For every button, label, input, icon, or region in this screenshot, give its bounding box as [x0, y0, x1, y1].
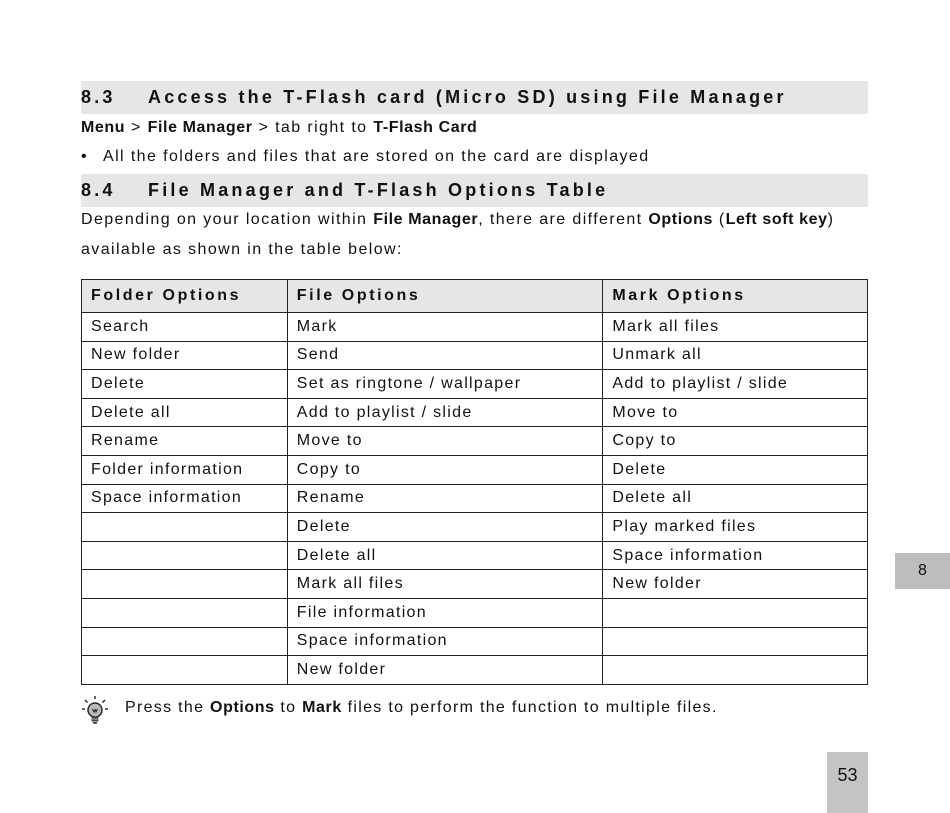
page-number: 53	[827, 752, 868, 813]
table-cell: New folder	[603, 570, 868, 599]
tip-options: Options	[210, 699, 275, 716]
table-cell	[603, 598, 868, 627]
header-folder-options: Folder Options	[82, 280, 288, 313]
table-cell: Copy to	[287, 455, 603, 484]
options-table	[81, 279, 868, 685]
header-mark-options: Mark Options	[603, 280, 868, 313]
table-cell: New folder	[287, 656, 603, 685]
table-cell	[603, 627, 868, 656]
table-cell: Space information	[82, 484, 288, 513]
table-cell: Delete all	[603, 484, 868, 513]
table-row	[82, 656, 868, 685]
menu-path-file-manager: File Manager	[147, 119, 253, 136]
section-heading-8-4	[81, 174, 868, 207]
chapter-tab: 8	[895, 553, 950, 589]
description-left-soft-key: Left soft key	[725, 211, 828, 228]
table-cell: Space information	[603, 541, 868, 570]
lightbulb-icon	[81, 695, 109, 725]
description-text: Depending on your location within	[81, 211, 374, 228]
table-cell: Add to playlist / slide	[603, 370, 868, 399]
table-cell	[603, 656, 868, 685]
section-title: Access the T-Flash card (Micro SD) using File Manager	[148, 87, 787, 107]
section-number: 8.4	[81, 180, 116, 200]
table-cell: Mark	[287, 313, 603, 342]
table-row	[82, 570, 868, 599]
description-line-1	[81, 211, 834, 229]
table-cell: File information	[287, 598, 603, 627]
section-number: 8.3	[81, 87, 116, 107]
section-heading-8-3	[81, 81, 868, 114]
description-options: Options	[648, 211, 714, 228]
table-cell: Mark all files	[287, 570, 603, 599]
description-paren: (	[713, 211, 726, 228]
table-cell: New folder	[82, 341, 288, 370]
header-file-options: File Options	[287, 280, 603, 313]
table-cell	[82, 570, 288, 599]
table-cell	[82, 513, 288, 542]
bullet-symbol: •	[81, 148, 89, 165]
table-row	[82, 370, 868, 399]
table-cell: Delete all	[82, 398, 288, 427]
description-text: , there are different	[478, 211, 649, 228]
table-cell: Space information	[287, 627, 603, 656]
table-row	[82, 455, 868, 484]
table-row	[82, 484, 868, 513]
table-cell: Delete	[603, 455, 868, 484]
table-cell: Rename	[82, 427, 288, 456]
table-cell: Mark all files	[603, 313, 868, 342]
menu-path	[81, 119, 477, 137]
table-cell: Move to	[287, 427, 603, 456]
menu-path-menu: Menu	[81, 119, 126, 136]
table-cell	[82, 598, 288, 627]
table-row	[82, 513, 868, 542]
table-cell: Play marked files	[603, 513, 868, 542]
menu-path-instruction: > tab right to	[252, 119, 374, 136]
tip-text-part: Press the	[125, 699, 211, 716]
table-cell: Rename	[287, 484, 603, 513]
menu-path-separator: >	[125, 119, 148, 136]
table-cell: Delete	[82, 370, 288, 399]
table-cell: Add to playlist / slide	[287, 398, 603, 427]
table-row	[82, 313, 868, 342]
table-header-row	[82, 280, 868, 313]
table-cell: Folder information	[82, 455, 288, 484]
table-row	[82, 598, 868, 627]
table-cell: Delete	[287, 513, 603, 542]
table-cell: Unmark all	[603, 341, 868, 370]
bullet-item	[81, 148, 650, 166]
tip-text-part: files to perform the function to multiple files.	[341, 699, 718, 716]
tip-mark: Mark	[302, 699, 342, 716]
table-row	[82, 427, 868, 456]
table-cell: Copy to	[603, 427, 868, 456]
section-title: File Manager and T-Flash Options Table	[148, 180, 609, 200]
description-paren: )	[827, 211, 835, 228]
table-cell: Set as ringtone / wallpaper	[287, 370, 603, 399]
table-cell: Delete all	[287, 541, 603, 570]
tip-text	[125, 699, 718, 717]
table-cell: Move to	[603, 398, 868, 427]
table-row	[82, 341, 868, 370]
table-cell	[82, 627, 288, 656]
menu-path-tflash: T-Flash Card	[373, 119, 478, 136]
table-row	[82, 398, 868, 427]
table-cell: Send	[287, 341, 603, 370]
bullet-text: All the folders and files that are stored on the card are displayed	[103, 148, 650, 165]
table-cell	[82, 541, 288, 570]
description-line-2: available as shown in the table below:	[81, 241, 403, 258]
table-cell	[82, 656, 288, 685]
table-cell: Search	[82, 313, 288, 342]
table-row	[82, 541, 868, 570]
description-file-manager: File Manager	[373, 211, 479, 228]
tip-text-part: to	[274, 699, 303, 716]
table-row	[82, 627, 868, 656]
